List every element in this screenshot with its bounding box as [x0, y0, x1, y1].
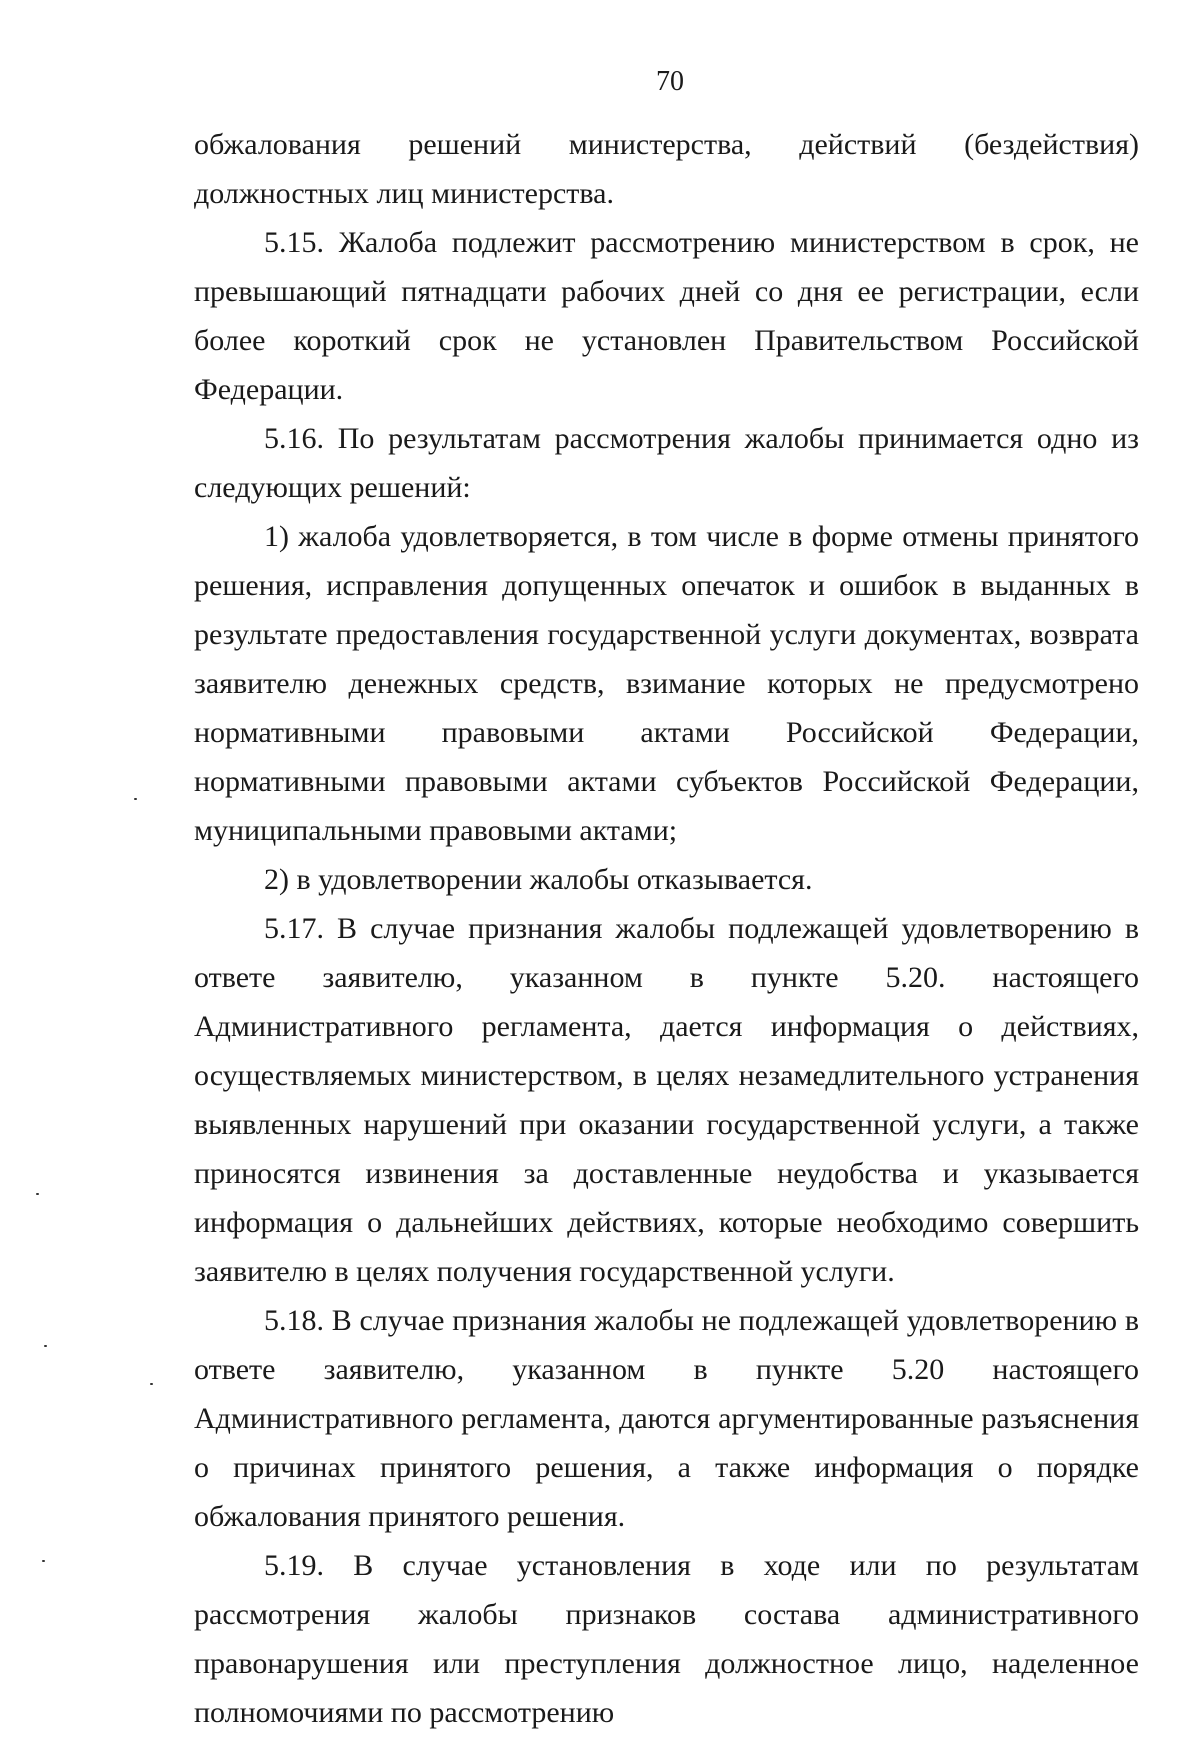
- scan-speck: [150, 1383, 153, 1385]
- paragraph-5-16-item-1: 1) жалоба удовлетворяется, в том числе в форме отмены принятого решения, исправления допущенных опечаток и ошибок в выданных в результате предоставления государственной услуги документах, возврата заявителю денежных средств, взимание которых не предусмотрено нормативными правовыми актами Российской Федерации, нормативными правовыми актами субъектов Российской Федерации, муниципальными правовыми актами;: [194, 520, 1139, 847]
- scan-speck: [42, 1560, 45, 1562]
- body-text: [194, 120, 1139, 1737]
- paragraph-5-17: 5.17. В случае признания жалобы подлежащей удовлетворению в ответе заявителю, указанном в пункте 5.20. настоящего Административного регламента, дается информация о действиях, осуществляемых министерством, в целях незамедлительного устранения выявленных нарушений при оказании государственной услуги, а также приносятся извинения за доставленные неудобства и указывается информация о дальнейших действиях, которые необходимо совершить заявителю в целях получения государственной услуги.: [194, 912, 1139, 1288]
- page-number: 70: [656, 66, 684, 97]
- paragraph-5-18: 5.18. В случае признания жалобы не подлежащей удовлетворению в ответе заявителю, указанном в пункте 5.20 настоящего Административного регламента, даются аргументированные разъяснения о причинах принятого решения, а также информация о порядке обжалования принятого решения.: [194, 1304, 1139, 1533]
- scan-speck: [44, 1345, 47, 1347]
- paragraph-5-16: 5.16. По результатам рассмотрения жалобы принимается одно из следующих решений:: [194, 422, 1139, 504]
- paragraph-continuation: обжалования решений министерства, действий (бездействия) должностных лиц министерства.: [194, 128, 1139, 210]
- paragraph-5-15: 5.15. Жалоба подлежит рассмотрению министерством в срок, не превышающий пятнадцати рабочих дней со дня ее регистрации, если более короткий срок не установлен Правительством Российской Федерации.: [194, 226, 1139, 406]
- scan-speck: [36, 1193, 39, 1195]
- paragraph-5-19: 5.19. В случае установления в ходе или по результатам рассмотрения жалобы признаков состава административного правонарушения или преступления должностное лицо, наделенное полномочиями по рассмотрению: [194, 1549, 1139, 1729]
- paragraph-5-16-item-2: 2) в удовлетворении жалобы отказывается.: [264, 863, 813, 896]
- scan-speck: [134, 798, 137, 800]
